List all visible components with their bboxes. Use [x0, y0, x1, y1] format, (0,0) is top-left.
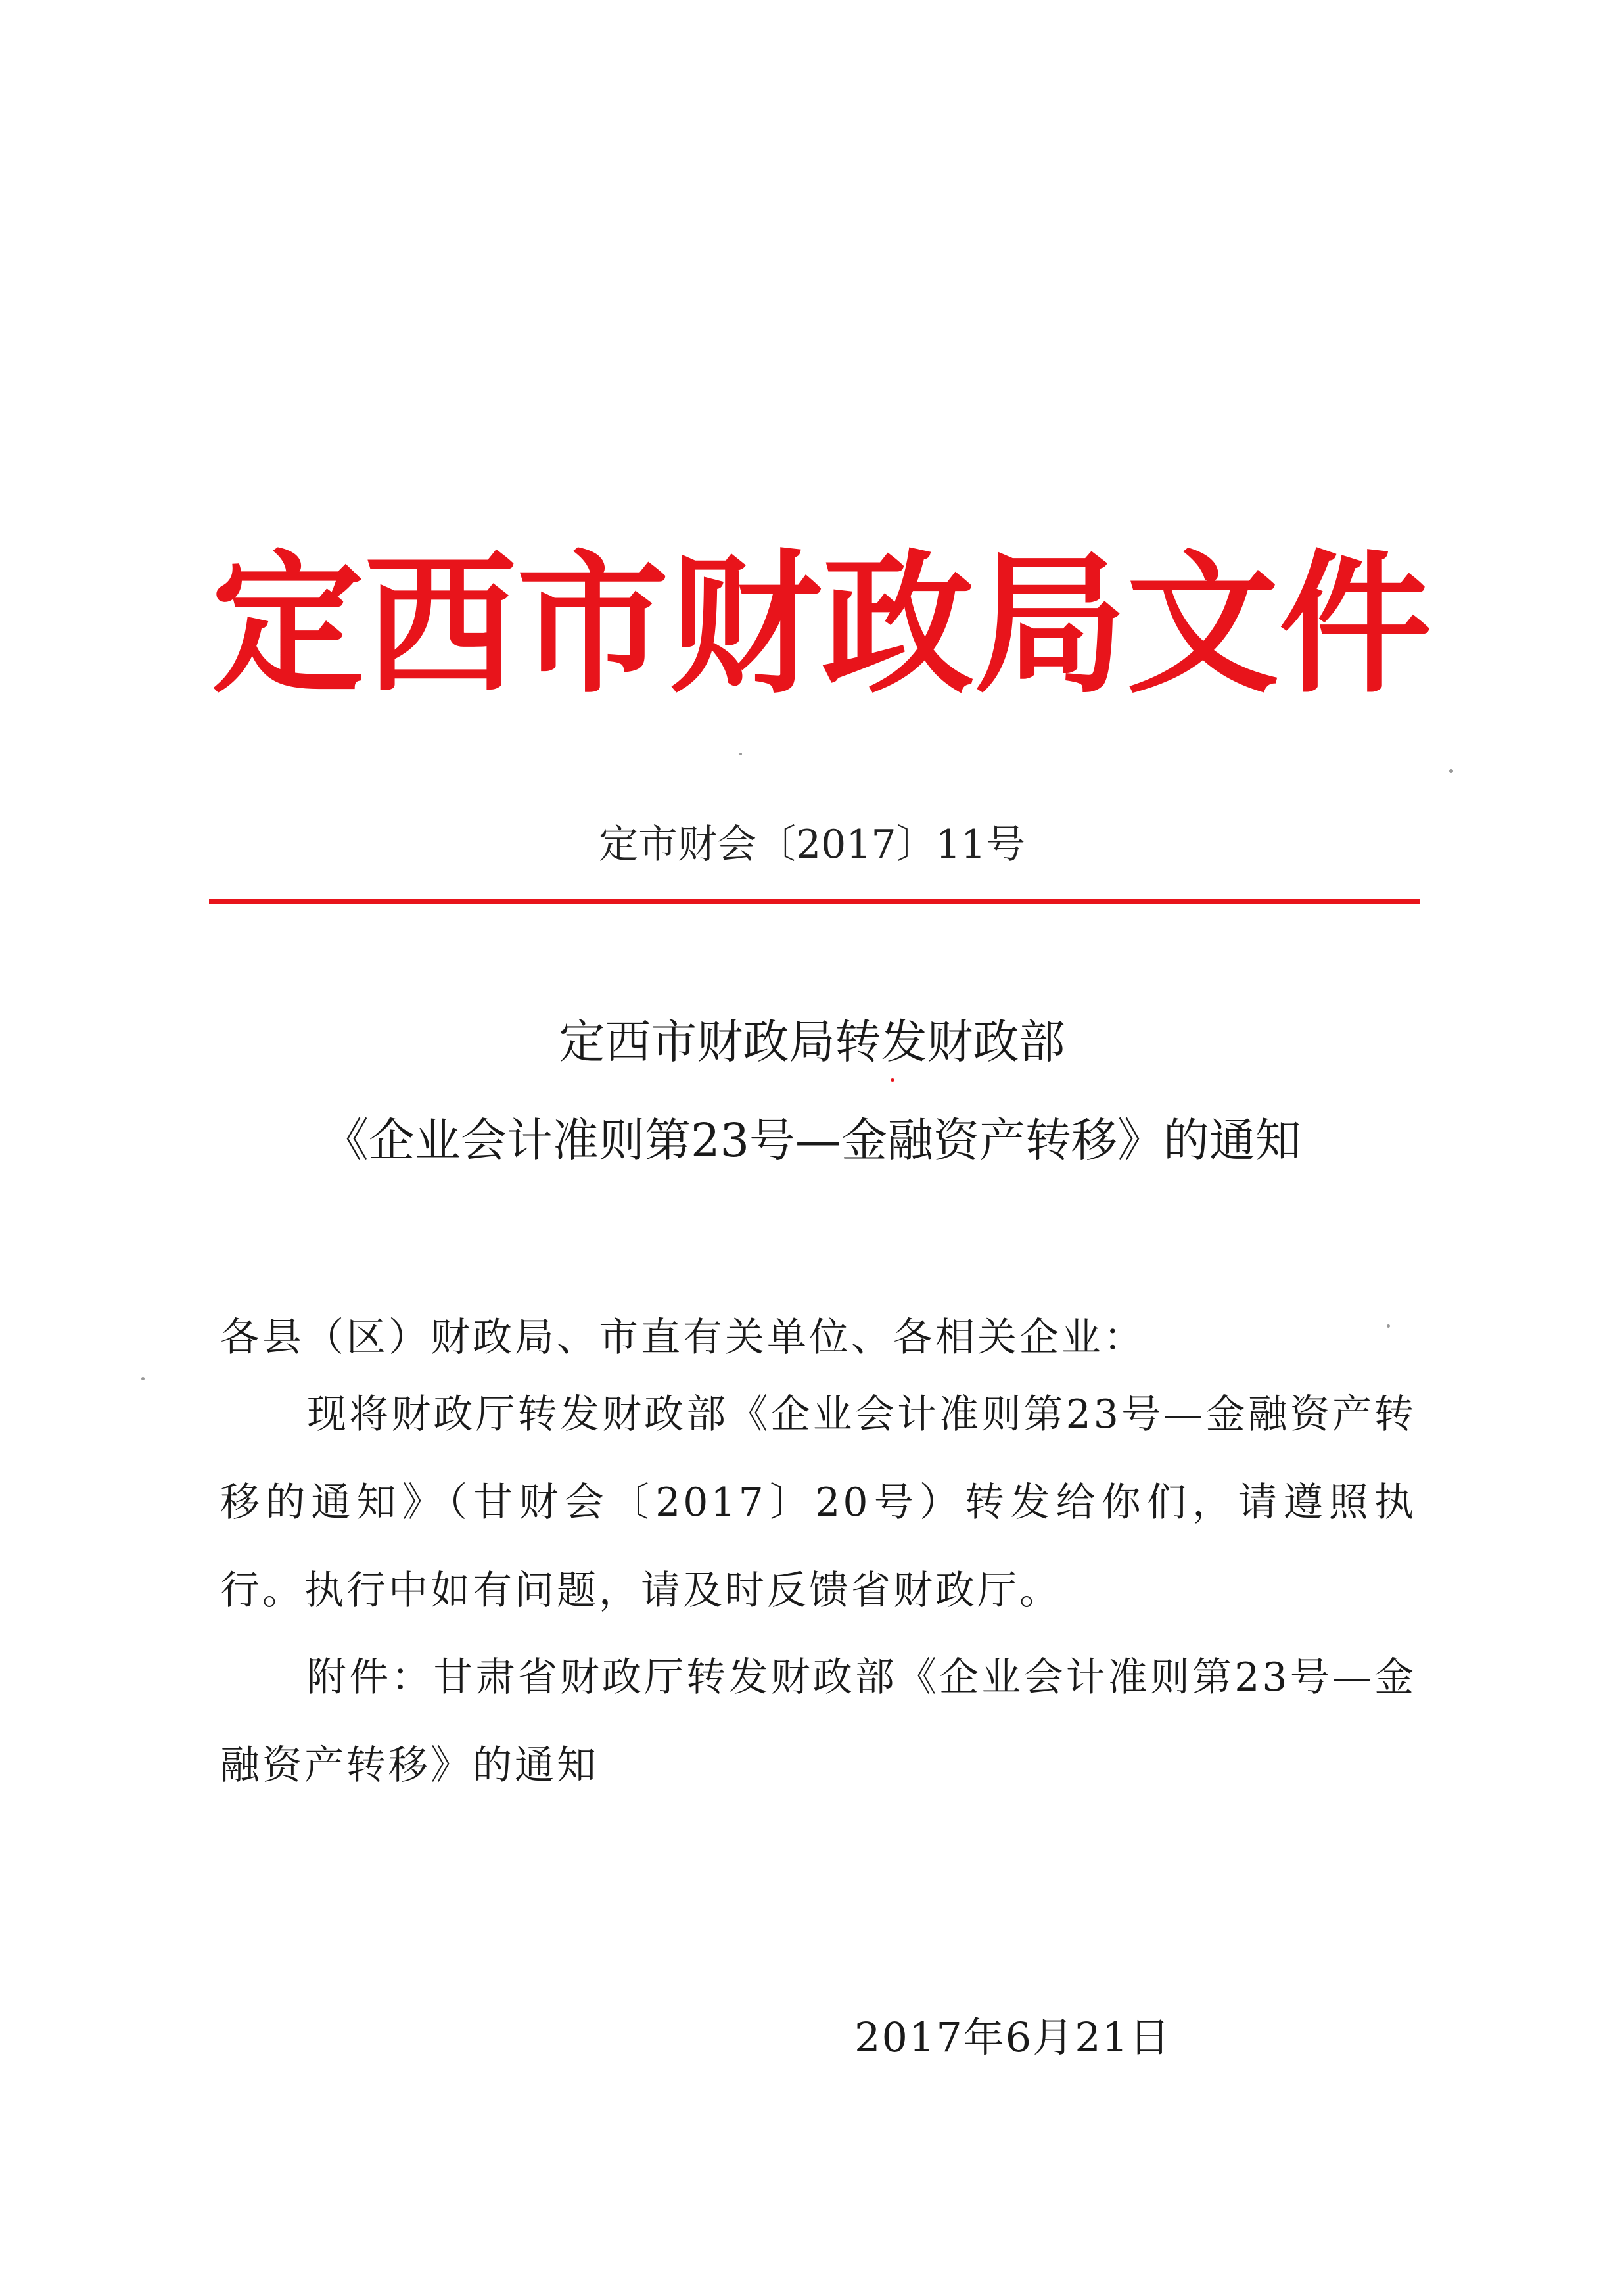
attachment-paragraph: 附件：甘肃省财政厅转发财政部《企业会计准则第23号—金融资产转移》的通知 [220, 1654, 1416, 1789]
scan-speck [141, 1377, 145, 1380]
red-divider-line [209, 899, 1420, 904]
scan-speck [1449, 769, 1453, 773]
scan-speck [739, 753, 742, 755]
notice-title-line-1: 定西市财政局转发财政部 [559, 1015, 1065, 1069]
body-paragraph: 现将财政厅转发财政部《企业会计准则第23号—金融资产转移的通知》（甘财会〔2017〕20号）转发给你们，请遵照执行。执行中如有问题，请及时反馈省财政厅。 [220, 1392, 1416, 1614]
salutation: 各县（区）财政局、市直有关单位、各相关企业： [220, 1315, 1146, 1361]
masthead-title: 定西市财政局文件 [211, 534, 1431, 714]
scan-speck [891, 1078, 894, 1082]
scan-speck [1387, 1324, 1390, 1328]
document-number: 定市财会〔2017〕11号 [598, 822, 1026, 868]
issue-date: 2017年6月21日 [854, 2013, 1172, 2061]
notice-title-line-2: 《企业会计准则第23号—金融资产转移》的通知 [322, 1113, 1302, 1167]
